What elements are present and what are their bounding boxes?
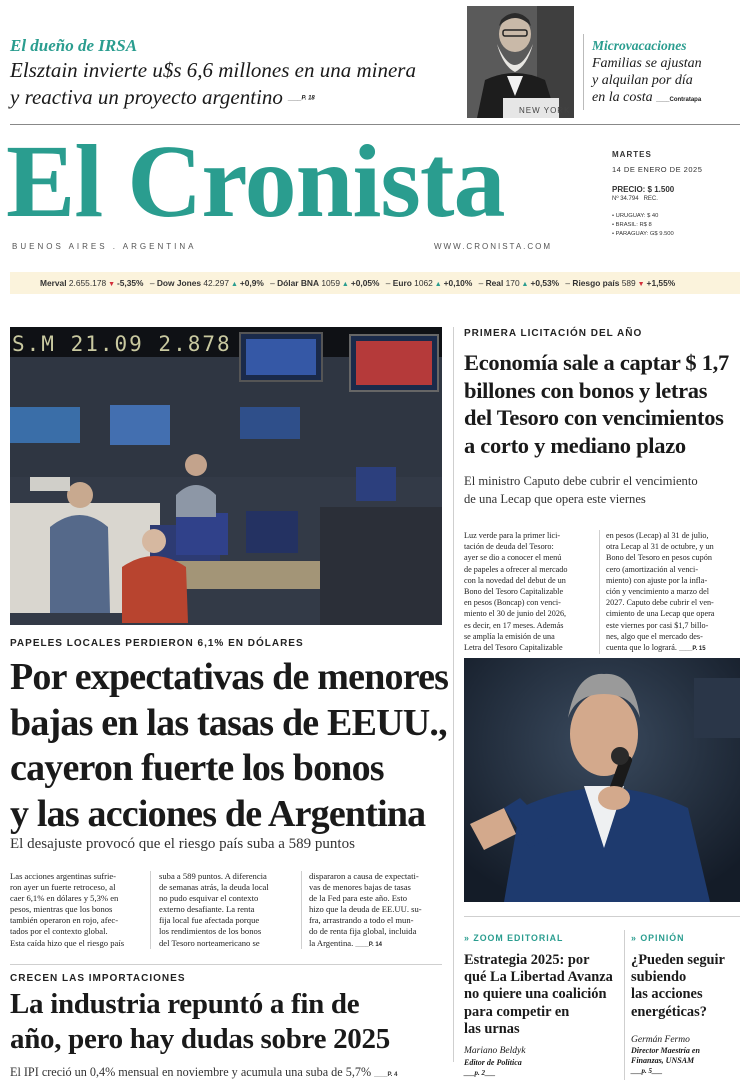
top-teaser-line2: y reactiva un proyecto argentino ____P. 18 [10, 85, 315, 109]
arrow-up-icon: ▲ [229, 281, 240, 288]
right-col2-line: otra Lecap al 31 de octubre, y un [606, 542, 714, 552]
bottom-dek: El IPI creció un 0,4% mensual en noviembre y acumula una suba de 5,7% ____P. 4 [10, 1065, 398, 1079]
lead-col1-line: pesos, mientras que los bonos [10, 904, 113, 915]
caputo-photo[interactable] [464, 658, 740, 902]
arrow-up-icon: ▲ [519, 281, 531, 288]
lead-col-3 [309, 871, 445, 951]
lead-col3-line: fra, arrastrando a todo el mun- [309, 915, 414, 926]
lead-col-divider-1 [150, 871, 151, 949]
lead-headline-line2: bajas en las tasas de EEUU., [10, 701, 447, 744]
issue-date: 14 DE ENERO DE 2025 [612, 165, 703, 174]
right-dek-line2: de una Lecap que opera este viernes [464, 491, 646, 506]
right-col1-line: de papeles a ofrecer al mercado [464, 564, 568, 574]
opinion-role-line2: Finanzas, UNSAM [631, 1056, 695, 1065]
right-col2-line: miento) con ajuste por la infla- [606, 575, 708, 585]
lead-col1-line: ron ayer un fuerte retroceso, al [10, 882, 116, 893]
right-headline-line2: billones con bonos y letras [464, 377, 708, 403]
side-teaser-headline [592, 55, 742, 109]
ticker-name: Dow Jones [156, 278, 202, 288]
weekday: MARTES [612, 150, 652, 159]
right-col1-line: en pesos (Boncap) con venci- [464, 598, 561, 608]
lead-col3-line: do de renta fija global, incluida [309, 926, 417, 937]
side-teaser-line3: en la costa ____Contratapa [592, 90, 702, 105]
ticker-item[interactable] [157, 278, 264, 288]
opinion-headline-line: las acciones [631, 986, 703, 1003]
right-col-2 [606, 530, 740, 655]
zoom-role: Editor de Política [464, 1058, 522, 1067]
bottom-kicker: CRECEN LAS IMPORTACIONES [10, 973, 186, 984]
ticker-name: Real [485, 278, 504, 288]
right-col1-line: miento el 30 de junio del 2026, [464, 609, 567, 619]
lead-col1-line: también operaron en rojo, afec- [10, 915, 119, 926]
caputo-illustration [464, 658, 740, 902]
zoom-label: » ZOOM EDITORIAL [464, 933, 564, 943]
bottom-headline-line2: año, pero hay dudas sobre 2025 [10, 1023, 390, 1055]
ticker-name: Merval [40, 278, 67, 288]
right-dek [464, 473, 744, 508]
opinion-author: Germán Fermo [631, 1035, 690, 1045]
masthead-info [612, 150, 742, 239]
bottom-headline[interactable] [10, 987, 450, 1057]
lead-col2-line: fija local fue afectada porque [159, 915, 260, 926]
bottom-headline-line1: La industria repuntó a fin de [10, 988, 360, 1020]
lead-col3-line: de la Fed para este año. Esto [309, 893, 408, 904]
lead-col-2 [159, 871, 295, 949]
opinion-page-ref: ___p. 5___ [631, 1067, 663, 1075]
masthead-title[interactable]: El Cronista [6, 124, 505, 239]
zoom-byline [464, 1046, 525, 1079]
zoom-page-ref: ___p. 2___ [464, 1069, 496, 1077]
lead-col2-line: del Tesoro norteamericano se [159, 937, 260, 948]
arrow-down-icon: ▼ [635, 281, 647, 288]
ticker-name: Dólar BNA [277, 278, 320, 288]
price-uruguay: • URUGUAY: $ 40 [612, 213, 659, 219]
ticker-item[interactable] [277, 278, 379, 288]
lead-kicker: PAPELES LOCALES PERDIERON 6,1% EN DÓLARES [10, 638, 304, 649]
lead-col-1 [10, 871, 144, 949]
arrow-down-icon: ▼ [106, 281, 117, 288]
opinion-headline-line: subiendo [631, 969, 687, 986]
ticker-separator: – [476, 278, 486, 288]
right-col2-line: 2027. Caputo debe cubrir el ven- [606, 598, 714, 608]
side-teaser-kicker: Microvacaciones [592, 38, 687, 53]
right-col2-line: cuenta que lo logrará. ____P. 15 [606, 643, 706, 653]
market-board-text: S.M 21.09 2.878 [12, 332, 232, 356]
lead-col1-line: caer 6,1% en dólares y 5,3% en [10, 893, 119, 904]
side-teaser[interactable] [592, 38, 742, 109]
ticker-separator: – [147, 278, 157, 288]
zoom-headline-line: para competir en [464, 1003, 570, 1020]
zoom-headline-line: Estrategia 2025: por [464, 952, 590, 968]
lead-col-divider-2 [301, 871, 302, 949]
ticker-change: +0,53% [530, 278, 560, 288]
lead-col2-line: externo desafiante. La renta [159, 904, 255, 915]
right-col-divider [599, 530, 600, 654]
right-dek-line1: El ministro Caputo debe cubrir el vencimiento [464, 474, 698, 488]
side-teaser-line1: Familias se ajustan [592, 56, 702, 71]
ticker-change: +0,05% [350, 278, 380, 288]
lead-col1-line: Esta caída hizo que el riesgo país [10, 937, 125, 948]
bottom-right-divider [624, 930, 625, 1080]
zoom-headline-line: no quiere una coalición [464, 986, 607, 1003]
stock-exchange-photo[interactable] [10, 327, 442, 625]
lead-col1-line: Las acciones argentinas sufrie- [10, 871, 117, 881]
right-col2-line: nes, algo que el mercado des- [606, 631, 703, 641]
top-teaser-line1: Elsztain invierte u$s 6,6 millones en una minera [10, 58, 416, 82]
lead-col2-line: suba a 589 puntos. A diferencia [159, 871, 267, 881]
right-headline-line1: Economía sale a captar $ 1,7 [464, 350, 729, 375]
opinion-headline[interactable] [631, 952, 743, 1021]
zoom-author: Mariano Beldyk [464, 1046, 526, 1056]
right-col2-line: en pesos (Lecap) al 31 de julio, [606, 531, 709, 540]
ticker-value: 170 [505, 278, 520, 288]
ticker-item[interactable] [572, 278, 675, 288]
photo-caption: NEW YORK [519, 106, 571, 115]
elsztain-illustration [467, 6, 574, 118]
lead-col3-line: hizo que la deuda de EE.UU. su- [309, 904, 422, 915]
opinion-role-line1: Director Maestría en [631, 1046, 700, 1055]
ticker-item[interactable] [393, 278, 473, 288]
lead-headline-line3: cayeron fuerte los bonos [10, 747, 384, 790]
arrow-up-icon: ▲ [339, 281, 351, 288]
lead-dek: El desajuste provocó que el riesgo país suba a 589 puntos [10, 836, 355, 852]
right-col2-line: Bono del Tesoro en pesos cupón [606, 553, 712, 563]
right-kicker: PRIMERA LICITACIÓN DEL AÑO [464, 328, 643, 339]
lead-col2-line: de semanas atrás, la deuda local [159, 882, 269, 893]
right-col1-line: se amplía la emisión de una [464, 631, 555, 641]
ticker-name: Riesgo país [572, 278, 620, 288]
price-brasil: • BRASIL: R$ 8 [612, 222, 652, 228]
ticker-value: 1062 [414, 278, 433, 288]
right-headline-line4: a corto y mediano plazo [464, 432, 686, 458]
right-col1-line: es decir, en 17 meses. Además [464, 620, 564, 630]
top-teaser-kicker: El dueño de IRSA [10, 36, 138, 55]
opinion-label: » OPINIÓN [631, 933, 685, 943]
right-col1-line: Bono del Tesoro Capitalizable [464, 587, 564, 597]
right-col1-line: Letra del Tesoro Capitalizable [464, 643, 563, 653]
intl-prices [612, 212, 742, 239]
arrow-up-icon: ▲ [432, 281, 444, 288]
ticker-separator: – [267, 278, 278, 288]
masthead-website[interactable]: WWW.CRONISTA.COM [434, 242, 553, 251]
lead-headline[interactable] [10, 655, 450, 837]
zoom-headline-line: las urnas [464, 1020, 520, 1037]
right-col2-line: ción y vencimiento a marzo del [606, 587, 709, 597]
lead-col3-line: la Argentina. ____P. 14 [309, 937, 382, 948]
opinion-headline-line: energéticas? [631, 1003, 707, 1020]
right-col2-line: este viernes por casi $1,7 billo- [606, 620, 709, 630]
opinion-headline-line: ¿Pueden seguir [631, 952, 725, 968]
teaser-divider [583, 34, 584, 110]
right-col1-line: con la novedad del debut de un [464, 575, 566, 585]
ticker-name: Euro [392, 278, 412, 288]
ticker-value: 42.297 [203, 278, 229, 288]
side-teaser-line2: y alquilan por día [592, 73, 693, 88]
ticker-item[interactable] [40, 278, 144, 288]
right-col1-line: Luz verde para la primer lici- [464, 531, 561, 540]
ticker-separator: – [563, 278, 573, 288]
ticker-change: -5,35% [116, 278, 144, 288]
opinion-byline [631, 1035, 700, 1077]
lead-col1-line: tados por el contexto global. [10, 926, 108, 937]
right-headline-line3: del Tesoro con vencimientos [464, 405, 724, 430]
bottom-story-rule [10, 964, 442, 965]
ticker-value: 1059 [321, 278, 340, 288]
price-paraguay: • PARAGUAY: G$ 9.500 [612, 231, 674, 237]
ticker-change: +0,10% [443, 278, 473, 288]
issue-number: Nº 34.794 REC. [612, 196, 658, 202]
ticker-change: +1,55% [646, 278, 676, 288]
right-col-1 [464, 530, 593, 653]
ticker-separator: – [383, 278, 393, 288]
market-ticker[interactable] [10, 272, 740, 294]
right-col1-line: tación de deuda del Tesoro: [464, 542, 554, 552]
lead-col2-line: los rendimientos de los bonos [159, 926, 262, 937]
lead-headline-line1: Por expectativas de menores [10, 656, 449, 698]
ticker-value: 2.655.178 [68, 278, 107, 288]
zoom-headline-line: qué La Libertad Avanza [464, 969, 613, 986]
price: PRECIO: $ 1.500 [612, 185, 675, 194]
masthead-location: BUENOS AIRES . ARGENTINA [12, 242, 197, 251]
right-col2-line: cimiento de una Lecap que opera [606, 609, 715, 619]
right-headline[interactable] [464, 349, 746, 459]
bottom-right-rule [464, 916, 740, 917]
top-teaser[interactable] [10, 36, 460, 113]
elsztain-photo[interactable] [467, 6, 574, 118]
trading-floor-illustration [10, 327, 442, 625]
ticker-item[interactable] [486, 278, 559, 288]
right-col2-line: cero (amortización al venci- [606, 564, 699, 574]
lead-col2-line: no pudo esquivar el contexto [159, 893, 259, 904]
lead-headline-line4: y las acciones de Argentina [10, 792, 426, 835]
zoom-headline[interactable] [464, 952, 620, 1038]
column-divider [453, 327, 454, 1062]
ticker-change: +0,9% [239, 278, 264, 288]
right-col1-line: ayer se dio a conocer el menú [464, 553, 562, 563]
top-teaser-headline[interactable] [10, 57, 460, 113]
lead-col3-line: dispararon a causa de expectati- [309, 871, 419, 881]
lead-col3-line: vas de menores bajas de tasas [309, 882, 411, 893]
ticker-value: 589 [621, 278, 636, 288]
